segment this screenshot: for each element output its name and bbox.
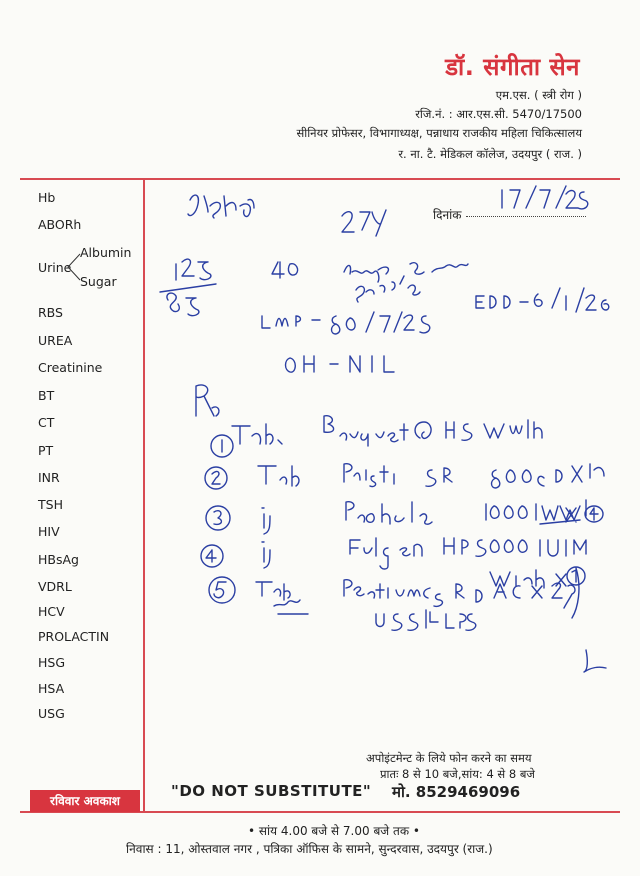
college-name: र. ना. टै. मेडिकल कॉलेज, उदयपुर ( राज. ) [398,147,582,161]
test-albumin: Albumin [80,245,132,260]
test-sugar: Sugar [80,274,117,289]
qualification: एम.एस. ( स्त्री रोग ) [495,88,582,102]
doctor-position: सीनियर प्रोफेसर, विभागाध्यक्ष, पन्नाधाय राजकीय महिला चिकित्सालय [296,126,582,140]
test-bt: BT [38,388,55,403]
test-rbs: RBS [38,305,63,320]
test-ct: CT [38,415,55,430]
evening-hours: • सांय 4.00 बजे से 7.00 बजे तक • [248,824,420,838]
appointment-timing: प्रातः 8 से 10 बजे,सांय: 4 से 8 बजे [380,767,535,781]
appointment-title: अपोइंटमेन्ट के लिये फोन करने का समय [366,751,532,765]
mobile-number: मो. 8529469096 [392,783,521,801]
test-inr: INR [38,470,60,485]
doctor-name: डॉ. संगीता सेन [445,53,580,81]
test-hcv: HCV [38,604,65,619]
test-hbsag: HBsAg [38,552,79,567]
test-tsh: TSH [38,497,63,512]
do-not-substitute: "DO NOT SUBSTITUTE" [171,782,372,800]
test-pt: PT [38,443,54,458]
test-vdrl: VDRL [38,579,72,594]
date-label: दिनांक [433,208,462,222]
test-aborh: ABORh [38,217,82,232]
test-urea: UREA [38,333,73,348]
test-urine: Urine [38,260,72,275]
test-creatinine: Creatinine [38,360,103,375]
test-prolactin: PROLACTIN [38,629,110,644]
sunday-holiday-badge: रविवार अवकाश [30,790,140,812]
residence-address: निवास : 11, ओस्तवाल नगर , पत्रिका ऑफिस के सामने, सुन्दरवास, उदयपुर (राज.) [126,842,493,856]
registration-number: रजि.नं. : आर.एस.सी. 5470/17500 [415,107,582,121]
test-hsg: HSG [38,655,66,670]
test-usg: USG [38,706,65,721]
test-hb: Hb [38,190,56,205]
test-hsa: HSA [38,681,65,696]
test-hiv: HIV [38,524,60,539]
